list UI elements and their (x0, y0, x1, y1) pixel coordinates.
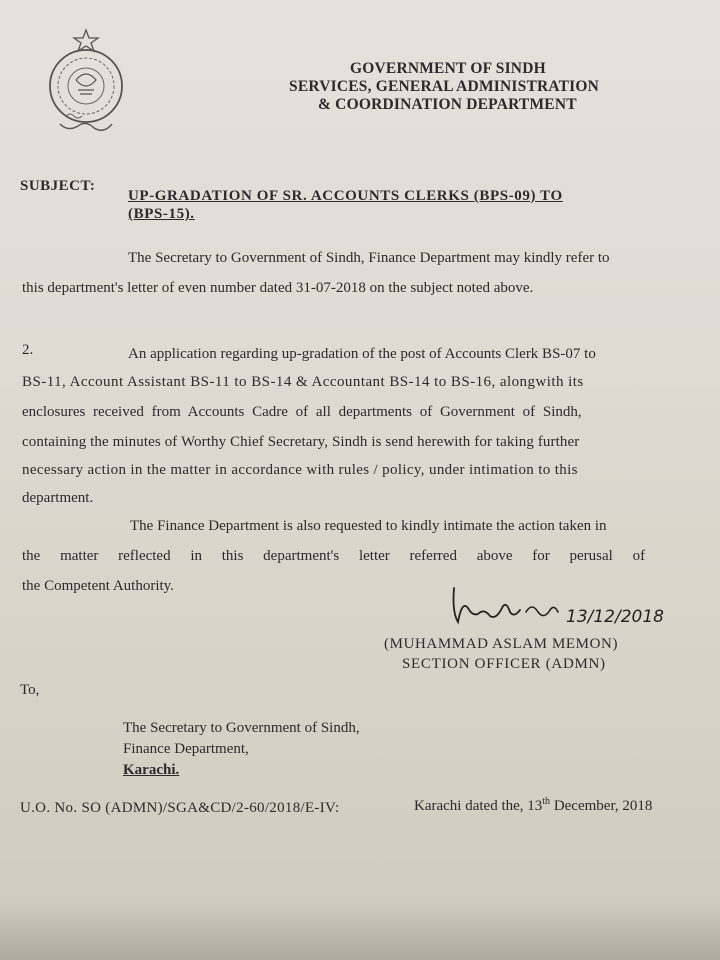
addressee-line-2: Finance Department, (123, 741, 249, 757)
handwritten-signature (448, 578, 698, 638)
dated-prefix: Karachi dated the, 13 (414, 798, 543, 814)
para2-line-3: enclosures received from Accounts Cadre of all departments of Government of Sindh, (22, 404, 582, 420)
reference-number: U.O. No. SO (ADMN)/SGA&CD/2-60/2018/E-IV: (20, 800, 340, 816)
header-division: & COORDINATION DEPARTMENT (318, 96, 577, 113)
signatory-name: (MUHAMMAD ASLAM MEMON) (384, 636, 619, 652)
para2-number: 2. (22, 342, 34, 358)
header-department: SERVICES, GENERAL ADMINISTRATION (289, 78, 600, 95)
addressee-city: Karachi. (123, 762, 180, 778)
signatory-designation: SECTION OFFICER (ADMN) (402, 656, 606, 672)
dated-month-year: December, 2018 (550, 798, 653, 814)
para1-line-2: this department's letter of even number dated 31-07-2018 on the subject noted above. (22, 280, 534, 296)
para2-line-6: department. (22, 490, 94, 506)
subject-label: SUBJECT: (20, 178, 96, 194)
para3-line-2: the matter reflected in this department's letter referred above for perusal of (22, 548, 646, 564)
header-government: GOVERNMENT OF SINDH (350, 60, 546, 77)
subject-line-1: UP-GRADATION OF SR. ACCOUNTS CLERKS (BPS-09) TO (128, 188, 563, 204)
dated-suffix-ordinal: th (542, 796, 551, 807)
page-shadow (0, 900, 720, 960)
dated-line (414, 796, 652, 815)
to-label: To, (20, 682, 40, 698)
para3-line-3: the Competent Authority. (22, 578, 174, 594)
government-seal-emblem (38, 28, 134, 138)
para1-line-1: The Secretary to Government of Sindh, Finance Department may kindly refer to (128, 250, 610, 266)
para2-line-5: necessary action in the matter in accordance with rules / policy, under intimation to this (22, 462, 578, 478)
para3-line-1: The Finance Department is also requested to kindly intimate the action taken in (130, 518, 607, 534)
signature-date: 13/12/2018 (566, 607, 664, 627)
para2-line-4: containing the minutes of Worthy Chief Secretary, Sindh is send herewith for taking further (22, 434, 580, 450)
para2-line-1: An application regarding up-gradation of the post of Accounts Clerk BS-07 to (128, 346, 596, 362)
subject-line-2: (BPS-15). (128, 206, 195, 222)
para2-line-2: BS-11, Account Assistant BS-11 to BS-14 & Accountant BS-14 to BS-16, alongwith its (22, 374, 584, 390)
addressee-line-1: The Secretary to Government of Sindh, (123, 720, 360, 736)
